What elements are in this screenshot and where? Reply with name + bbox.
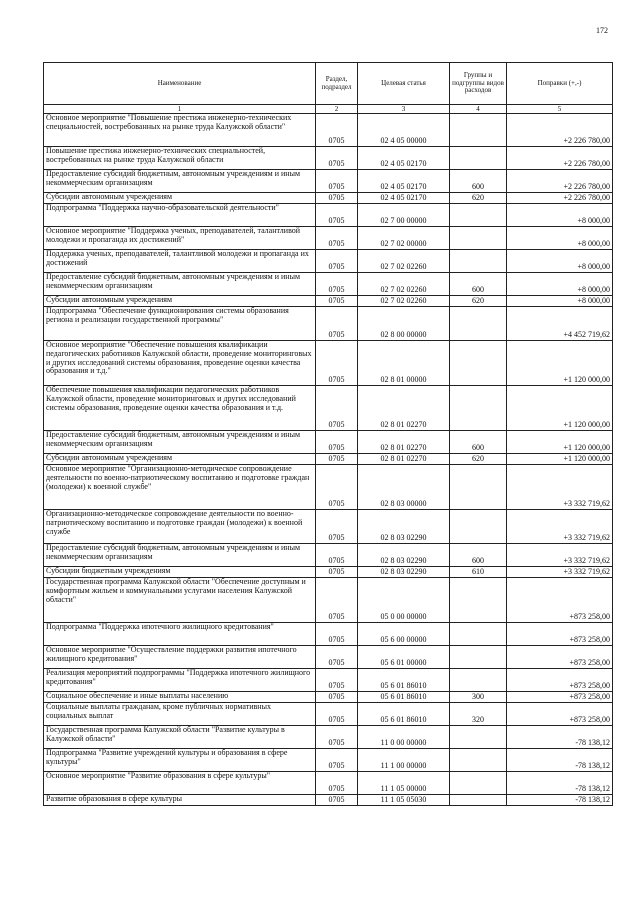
row-name: Основное мероприятие "Повышение престижа инженерно-технических специальностей, востребованных на рынке труда Калужской области" — [44, 114, 316, 147]
row-article: 02 4 05 02170 — [358, 170, 450, 193]
row-name: Поддержка ученых, преподавателей, талантливой молодежи и пропаганда их достижений — [44, 250, 316, 273]
row-section: 0705 — [316, 227, 358, 250]
row-article: 11 1 05 05030 — [358, 795, 450, 806]
row-group — [450, 795, 507, 806]
row-name: Предоставление субсидий бюджетным, автономным учреждениям и иным некоммерческим организациям — [44, 273, 316, 296]
row-article: 02 7 02 00000 — [358, 227, 450, 250]
row-article: 11 1 05 00000 — [358, 772, 450, 795]
row-section: 0705 — [316, 795, 358, 806]
column-number: 5 — [507, 105, 613, 114]
row-section: 0705 — [316, 578, 358, 623]
row-amount: +1 120 000,00 — [507, 431, 613, 454]
row-section: 0705 — [316, 307, 358, 341]
table-row — [44, 567, 613, 578]
row-article: 02 7 02 02260 — [358, 250, 450, 273]
row-amount: +2 226 780,00 — [507, 170, 613, 193]
table-row — [44, 193, 613, 204]
row-name: Государственная программа Калужской области "Развитие культуры в Калужской области" — [44, 726, 316, 749]
row-section: 0705 — [316, 646, 358, 669]
row-group — [450, 386, 507, 431]
row-group: 620 — [450, 454, 507, 465]
table-row — [44, 147, 613, 170]
row-section: 0705 — [316, 726, 358, 749]
row-amount: +2 226 780,00 — [507, 147, 613, 170]
row-amount: +2 226 780,00 — [507, 193, 613, 204]
row-amount: -78 138,12 — [507, 726, 613, 749]
row-article: 02 8 01 00000 — [358, 341, 450, 386]
row-article: 02 8 03 02290 — [358, 544, 450, 567]
row-name: Предоставление субсидий бюджетным, автономным учреждениям и иным некоммерческим организациям — [44, 431, 316, 454]
row-amount: +873 258,00 — [507, 692, 613, 703]
header-section: Раздел, подраздел — [316, 63, 358, 105]
row-group: 600 — [450, 170, 507, 193]
row-amount: +1 120 000,00 — [507, 386, 613, 431]
row-article: 05 6 00 00000 — [358, 623, 450, 646]
row-section: 0705 — [316, 147, 358, 170]
column-number: 3 — [358, 105, 450, 114]
row-group: 600 — [450, 273, 507, 296]
row-section: 0705 — [316, 114, 358, 147]
row-amount: +4 452 719,62 — [507, 307, 613, 341]
row-amount: +3 332 719,62 — [507, 465, 613, 510]
row-article: 02 4 05 00000 — [358, 114, 450, 147]
header-groups: Группы и подгруппы видов расходов — [450, 63, 507, 105]
row-section: 0705 — [316, 341, 358, 386]
row-section: 0705 — [316, 193, 358, 204]
table-row — [44, 772, 613, 795]
header-article: Целевая статья — [358, 63, 450, 105]
page-number: 172 — [596, 26, 608, 35]
row-section: 0705 — [316, 544, 358, 567]
row-name: Государственная программа Калужской области "Обеспечение доступным и комфортным жильем и коммунальными услугами населения Калужской области" — [44, 578, 316, 623]
table-row — [44, 510, 613, 544]
table-body — [44, 114, 613, 806]
row-name: Подпрограмма "Обеспечение функционирования системы образования региона и реализации государственной программы" — [44, 307, 316, 341]
row-section: 0705 — [316, 703, 358, 726]
row-group — [450, 250, 507, 273]
table-header-row — [44, 63, 613, 105]
table-row — [44, 431, 613, 454]
row-group — [450, 204, 507, 227]
row-name: Обеспечение повышения квалификации педагогических работников Калужской области, проведение мониторинговых и других исследований системы образования, проведение оценки качества образования и т.д. — [44, 386, 316, 431]
row-amount: +873 258,00 — [507, 669, 613, 692]
row-name: Повышение престижа инженерно-технических специальностей, востребованных на рынке труда Калужской области — [44, 147, 316, 170]
column-number: 2 — [316, 105, 358, 114]
row-name: Подпрограмма "Поддержка научно-образовательской деятельности" — [44, 204, 316, 227]
row-article: 02 8 01 02270 — [358, 386, 450, 431]
row-article: 05 0 00 00000 — [358, 578, 450, 623]
table-row — [44, 227, 613, 250]
table-row — [44, 692, 613, 703]
row-group: 620 — [450, 193, 507, 204]
table-row — [44, 386, 613, 431]
row-section: 0705 — [316, 431, 358, 454]
row-name: Основное мероприятие "Осуществление поддержки развития ипотечного жилищного кредитования" — [44, 646, 316, 669]
row-section: 0705 — [316, 669, 358, 692]
row-amount: +873 258,00 — [507, 646, 613, 669]
table-row — [44, 296, 613, 307]
row-section: 0705 — [316, 296, 358, 307]
row-group — [450, 510, 507, 544]
row-name: Подпрограмма "Развитие учреждений культуры и образования в сфере культуры" — [44, 749, 316, 772]
row-article: 02 8 00 00000 — [358, 307, 450, 341]
row-amount: +3 332 719,62 — [507, 567, 613, 578]
row-article: 02 7 02 02260 — [358, 273, 450, 296]
row-group: 620 — [450, 296, 507, 307]
row-name: Основное мероприятие "Развитие образования в сфере культуры" — [44, 772, 316, 795]
row-section: 0705 — [316, 170, 358, 193]
row-section: 0705 — [316, 567, 358, 578]
table-row — [44, 703, 613, 726]
row-group — [450, 147, 507, 170]
row-amount: -78 138,12 — [507, 772, 613, 795]
row-name: Развитие образования в сфере культуры — [44, 795, 316, 806]
row-amount: +8 000,00 — [507, 273, 613, 296]
row-article: 02 4 05 02170 — [358, 193, 450, 204]
row-section: 0705 — [316, 692, 358, 703]
row-section: 0705 — [316, 250, 358, 273]
header-name: Наименование — [44, 63, 316, 105]
row-name: Основное мероприятие "Обеспечение повышения квалификации педагогических работников Калужской области, проведение мониторинговых и других исследований системы образования, проведение оценки качества образования и т.д." — [44, 341, 316, 386]
row-group — [450, 646, 507, 669]
row-group: 600 — [450, 431, 507, 454]
row-amount: +8 000,00 — [507, 204, 613, 227]
row-name: Социальное обеспечение и иные выплаты населению — [44, 692, 316, 703]
row-section: 0705 — [316, 465, 358, 510]
row-name: Предоставление субсидий бюджетным, автономным учреждениям и иным некоммерческим организациям — [44, 170, 316, 193]
row-name: Подпрограмма "Поддержка ипотечного жилищного кредитования" — [44, 623, 316, 646]
row-name: Основное мероприятие "Поддержка ученых, преподавателей, талантливой молодежи и пропаганда их достижений" — [44, 227, 316, 250]
row-amount: -78 138,12 — [507, 795, 613, 806]
row-group — [450, 749, 507, 772]
row-group: 300 — [450, 692, 507, 703]
row-article: 05 6 01 00000 — [358, 646, 450, 669]
row-article: 02 8 03 02290 — [358, 510, 450, 544]
row-amount: +1 120 000,00 — [507, 454, 613, 465]
row-group — [450, 341, 507, 386]
row-section: 0705 — [316, 273, 358, 296]
row-group — [450, 669, 507, 692]
table-row — [44, 465, 613, 510]
row-article: 02 7 02 02260 — [358, 296, 450, 307]
row-group — [450, 227, 507, 250]
row-article: 02 8 01 02270 — [358, 454, 450, 465]
row-group — [450, 307, 507, 341]
row-amount: +3 332 719,62 — [507, 544, 613, 567]
row-name: Реализация мероприятий подпрограммы "Поддержка ипотечного жилищного кредитования" — [44, 669, 316, 692]
row-group: 320 — [450, 703, 507, 726]
header-amendments: Поправки (+,-) — [507, 63, 613, 105]
row-group — [450, 726, 507, 749]
row-amount: +1 120 000,00 — [507, 341, 613, 386]
row-name: Основное мероприятие "Организационно-методическое сопровождение деятельности по военно-патриотическому воспитанию и подготовке граждан (молодежи) к военной службе" — [44, 465, 316, 510]
row-group — [450, 465, 507, 510]
table-row — [44, 204, 613, 227]
row-article: 02 8 03 00000 — [358, 465, 450, 510]
table-row — [44, 749, 613, 772]
row-section: 0705 — [316, 454, 358, 465]
row-article: 02 8 01 02270 — [358, 431, 450, 454]
row-name: Субсидии бюджетным учреждениям — [44, 567, 316, 578]
column-number: 4 — [450, 105, 507, 114]
row-article: 02 8 03 02290 — [358, 567, 450, 578]
table-row — [44, 273, 613, 296]
row-group — [450, 578, 507, 623]
table-row — [44, 341, 613, 386]
row-article: 11 0 00 00000 — [358, 726, 450, 749]
row-section: 0705 — [316, 386, 358, 431]
row-amount: +8 000,00 — [507, 250, 613, 273]
row-section: 0705 — [316, 623, 358, 646]
row-amount: -78 138,12 — [507, 749, 613, 772]
row-name: Социальные выплаты гражданам, кроме публичных нормативных социальных выплат — [44, 703, 316, 726]
table-row — [44, 170, 613, 193]
row-group: 600 — [450, 544, 507, 567]
row-name: Организационно-методическое сопровождение деятельности по военно-патриотическому воспитанию и подготовке граждан (молодежи) к военной службе — [44, 510, 316, 544]
table-row — [44, 454, 613, 465]
row-group — [450, 623, 507, 646]
row-amount: +8 000,00 — [507, 296, 613, 307]
row-amount: +3 332 719,62 — [507, 510, 613, 544]
row-name: Субсидии автономным учреждениям — [44, 193, 316, 204]
row-article: 02 4 05 02170 — [358, 147, 450, 170]
row-name: Субсидии автономным учреждениям — [44, 296, 316, 307]
row-amount: +8 000,00 — [507, 227, 613, 250]
table-row — [44, 544, 613, 567]
table-row — [44, 669, 613, 692]
row-amount: +873 258,00 — [507, 703, 613, 726]
row-group: 610 — [450, 567, 507, 578]
row-article: 11 1 00 00000 — [358, 749, 450, 772]
row-article: 05 6 01 86010 — [358, 669, 450, 692]
row-section: 0705 — [316, 510, 358, 544]
row-group — [450, 772, 507, 795]
row-name: Субсидии автономным учреждениям — [44, 454, 316, 465]
row-section: 0705 — [316, 204, 358, 227]
table-row — [44, 726, 613, 749]
row-group — [450, 114, 507, 147]
row-article: 05 6 01 86010 — [358, 692, 450, 703]
row-amount: +873 258,00 — [507, 623, 613, 646]
row-section: 0705 — [316, 749, 358, 772]
budget-amendments-table — [43, 62, 613, 806]
row-amount: +873 258,00 — [507, 578, 613, 623]
row-section: 0705 — [316, 772, 358, 795]
column-number: 1 — [44, 105, 316, 114]
row-amount: +2 226 780,00 — [507, 114, 613, 147]
table-row — [44, 114, 613, 147]
table-row — [44, 795, 613, 806]
table-row — [44, 250, 613, 273]
row-article: 05 6 01 86010 — [358, 703, 450, 726]
table-row — [44, 623, 613, 646]
row-article: 02 7 00 00000 — [358, 204, 450, 227]
table-row — [44, 578, 613, 623]
row-name: Предоставление субсидий бюджетным, автономным учреждениям и иным некоммерческим организациям — [44, 544, 316, 567]
table-row — [44, 646, 613, 669]
table-row — [44, 307, 613, 341]
